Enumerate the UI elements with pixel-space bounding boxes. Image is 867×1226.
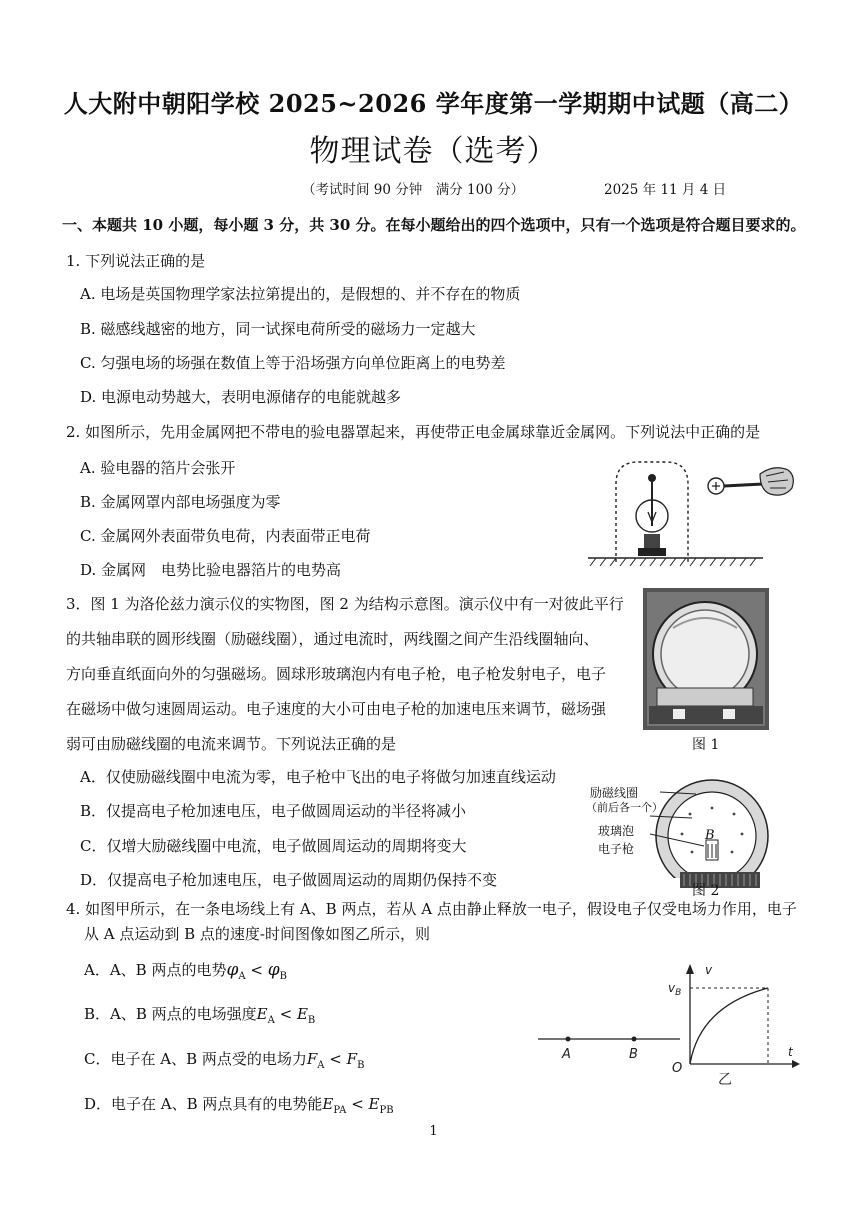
label-coil-note: （前后各一个） — [586, 801, 663, 814]
q3-option-a: A．仅使励磁线圈中电流为零，电子枪中飞出的电子将做匀加速直线运动 — [80, 768, 556, 786]
label-gun: 电子枪 — [598, 842, 635, 856]
label-coil: 励磁线圈 — [590, 786, 639, 800]
q4-option-c: C．电子在 A、B 两点受的电场力$F_A < F_B$ — [84, 1050, 365, 1071]
q4-figure — [530, 960, 810, 1090]
q3-stem-line3: 方向垂直纸面向外的匀强磁场。圆球形玻璃泡内有电子枪，电子枪发射电子，电子 — [66, 665, 607, 683]
q4-option-a: A．A、B 两点的电势$\varphi_A < \varphi_B$ — [84, 960, 287, 982]
figure-label-yi: 乙 — [718, 1072, 732, 1088]
exam-title: 人大附中朝阳学校 2025~2026 学年度第一学期期中试题（高二） — [63, 89, 804, 118]
page-number: 1 — [429, 1124, 438, 1139]
q2-option-d: D. 金属网 电势比验电器箔片的电势高 — [80, 561, 342, 579]
point-a-label: A — [562, 1047, 571, 1062]
q1-option-d: D. 电源电动势越大，表明电源储存的电能就越多 — [80, 388, 402, 406]
exam-date: 2025 年 11 月 4 日 — [604, 182, 727, 198]
q3-figure2-caption: 图 2 — [692, 883, 720, 899]
label-bulb: 玻璃泡 — [598, 824, 635, 838]
q3-stem-line1: 3．图 1 为洛伦兹力演示仪的实物图，图 2 为结构示意图。演示仪中有一对彼此平行 — [66, 595, 624, 613]
q2-electroscope-figure — [588, 454, 803, 574]
electron-gun-icon — [706, 840, 718, 860]
q3-figure1-caption: 图 1 — [692, 737, 720, 753]
q1-option-a: A. 电场是英国物理学家法拉第提出的，是假想的、并不存在的物质 — [80, 285, 521, 303]
axis-t-label: t — [788, 1045, 793, 1059]
vt-graph — [686, 964, 800, 1068]
q4-option-d: D．电子在 A、B 两点具有的电势能$E_{PA} < E_{PB}$ — [84, 1095, 394, 1116]
q3-stem-line2: 的共轴串联的圆形线圈（励磁线圈），通过电流时，两线圈之间产生沿线圈轴向、 — [66, 630, 599, 648]
label-field-B: B — [705, 828, 715, 843]
q1-option-b: B. 磁感线越密的地方，同一试探电荷所受的磁场力一定越大 — [80, 320, 476, 338]
q3-option-c: C．仅增大励磁线圈中电流，电子做圆周运动的周期将变大 — [80, 837, 467, 855]
q1-option-c: C. 匀强电场的场强在数值上等于沿场强方向单位距离上的电势差 — [80, 354, 506, 372]
field-line — [538, 1037, 680, 1042]
axis-v-label: v — [705, 963, 713, 977]
ground-line — [588, 558, 763, 566]
q3-stem-line4: 在磁场中做匀速圆周运动。电子速度的大小可由电子枪的加速电压来调节，磁场强 — [66, 700, 607, 718]
vt-curve — [690, 988, 768, 1064]
exam-subtitle: 物理试卷（选考） — [309, 134, 558, 169]
electroscope-icon — [636, 474, 668, 556]
q2-option-a: A. 验电器的箔片会张开 — [80, 459, 236, 477]
point-b-label: B — [629, 1047, 638, 1062]
q2-option-b: B. 金属网罩内部电场强度为零 — [80, 493, 281, 511]
exam-info: （考试时间 90 分钟 满分 100 分） — [302, 182, 525, 198]
q1-stem: 1. 下列说法正确的是 — [66, 252, 206, 270]
q4-stem-line2: 从 A 点运动到 B 点的速度-时间图像如图乙所示，则 — [84, 925, 430, 943]
q2-stem: 2. 如图所示，先用金属网把不带电的验电器罩起来，再使带正电金属球靠近金属网。下列说法中正确的是 — [66, 423, 761, 441]
charged-sphere-icon — [708, 478, 763, 494]
axis-origin-label: O — [672, 1061, 683, 1076]
section-heading: 一、本题共 10 小题，每小题 3 分，共 30 分。在每小题给出的四个选项中，只有一个选项是符合题目要求的。 — [62, 216, 806, 234]
q3-stem-line5: 弱可由励磁线圈的电流来调节。下列说法正确的是 — [66, 735, 397, 753]
q3-option-d: D．仅提高电子枪加速电压，电子做圆周运动的周期仍保持不变 — [80, 871, 498, 889]
q3-figure1-photo — [643, 588, 769, 730]
q3-option-b: B．仅提高电子枪加速电压，电子做圆周运动的半径将减小 — [80, 802, 467, 820]
q4-option-b: B．A、B 两点的电场强度$E_A < E_B$ — [84, 1005, 316, 1026]
hand-icon — [760, 468, 793, 495]
axis-vb-label: $v_B$ — [668, 981, 682, 998]
q4-stem-line1: 4. 如图甲所示，在一条电场线上有 A、B 两点，若从 A 点由静止释放一电子，假设电子仅受电场力作用，电子 — [66, 900, 797, 918]
q2-option-c: C. 金属网外表面带负电荷，内表面带正电荷 — [80, 527, 371, 545]
